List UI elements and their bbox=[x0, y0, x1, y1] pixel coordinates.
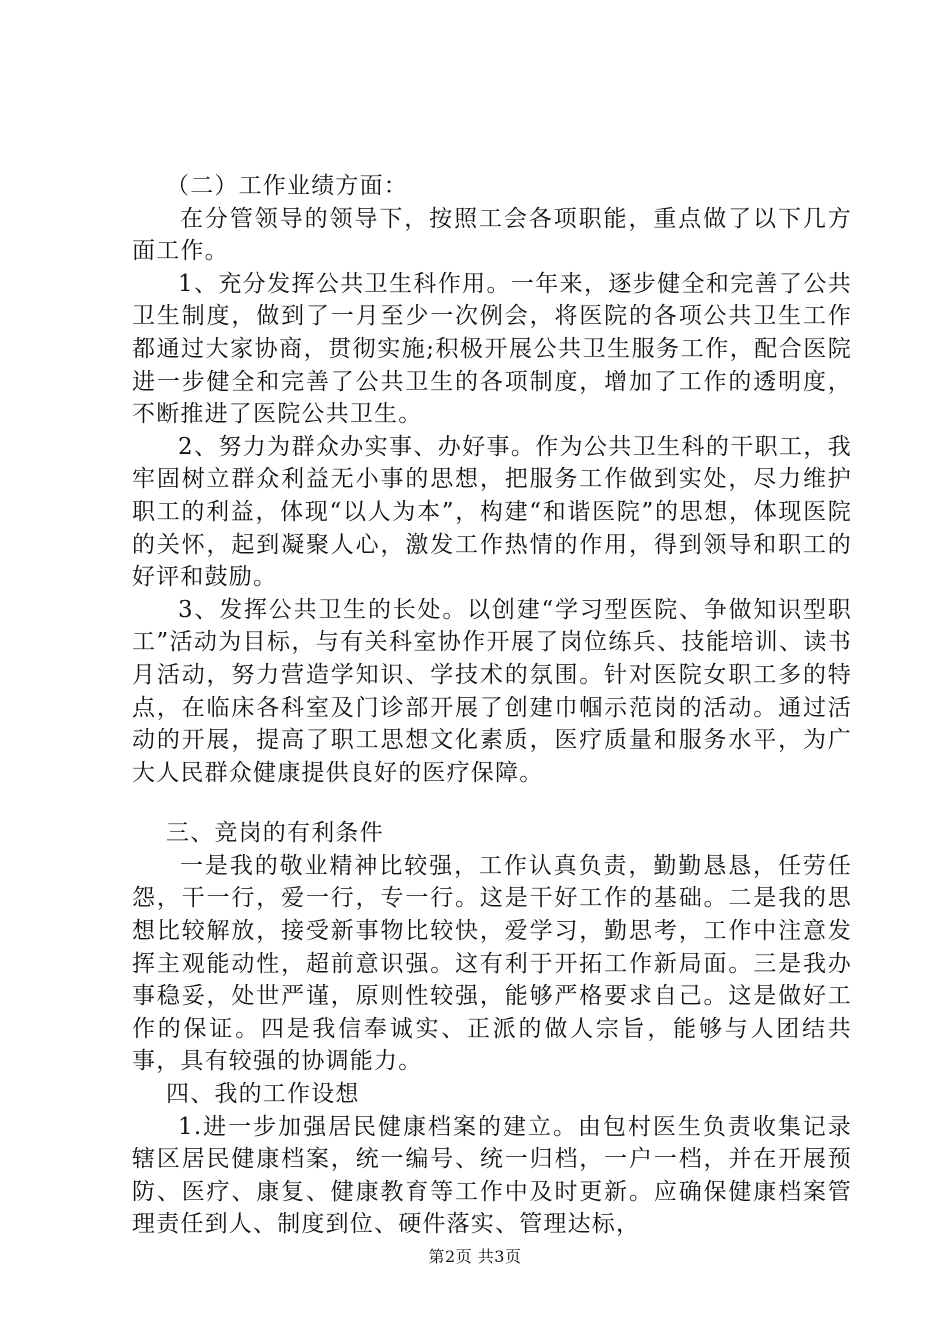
paragraph-item-2: 2、努力为群众办实事、办好事。作为公共卫生科的干职工，我牢固树立群众利益无小事的思想，把服务工作做到实处，尽力维护职工的利益，体现“以人为本”，构建“和谐医院”的思想，体现医院的关怀，起到凝聚人心，激发工作热情的作用，得到领导和职工的好评和鼓励。 bbox=[132, 433, 852, 591]
section-heading-advantages: 三、竞岗的有利条件 bbox=[166, 820, 384, 847]
paragraph-item-1: 1、充分发挥公共卫生科作用。一年来，逐步健全和完善了公共卫生制度，做到了一月至少一次例会，将医院的各项公共卫生工作都通过大家协商，贯彻实施;积极开展公共卫生服务工作，配合医院进一步健全和完善了公共卫生的各项制度，增加了工作的透明度，不断推进了医院公共卫生。 bbox=[132, 270, 852, 428]
document-body bbox=[132, 170, 852, 1241]
paragraph-intro: 在分管领导的领导下，按照工会各项职能，重点做了以下几方面工作。 bbox=[132, 205, 852, 265]
section-gap bbox=[132, 789, 852, 817]
paragraph-advantages: 一是我的敬业精神比较强，工作认真负责，勤勤恳恳，任劳任怨，干一行，爱一行，专一行。这是干好工作的基础。二是我的思想比较解放，接受新事物比较快，爱学习，勤思考，工作中注意发挥主观能动性，超前意识强。这有利于开拓工作新局面。三是我办事稳妥，处世严谨，原则性较强，能够严格要求自己。这是做好工作的保证。四是我信奉诚实、正派的做人宗旨，能够与人团结共事，具有较强的协调能力。 bbox=[132, 852, 852, 1075]
section-heading-work-plan: 四、我的工作设想 bbox=[166, 1081, 360, 1108]
section-heading-work-performance: （二）工作业绩方面： bbox=[166, 173, 408, 199]
paragraph-item-3: 3、发挥公共卫生的长处。以创建“学习型医院、争做知识型职工”活动为目标，与有关科室协作开展了岗位练兵、技能培训、读书月活动，努力营造学知识、学技术的氛围。针对医院女职工多的特点，在临床各科室及门诊部开展了创建巾帼示范岗的活动。通过活动的开展，提高了职工思想文化素质，医疗质量和服务水平，为广大人民群众健康提供良好的医疗保障。 bbox=[132, 596, 852, 786]
paragraph-plan-1: 1.进一步加强居民健康档案的建立。由包村医生负责收集记录辖区居民健康档案，统一编号、统一归档，一户一档，并在开展预防、医疗、康复、健康教育等工作中及时更新。应确保健康档案管理责任到人、制度到位、硬件落实、管理达标， bbox=[132, 1113, 852, 1238]
page-number-footer: 第2页 共3页 bbox=[428, 1247, 522, 1266]
